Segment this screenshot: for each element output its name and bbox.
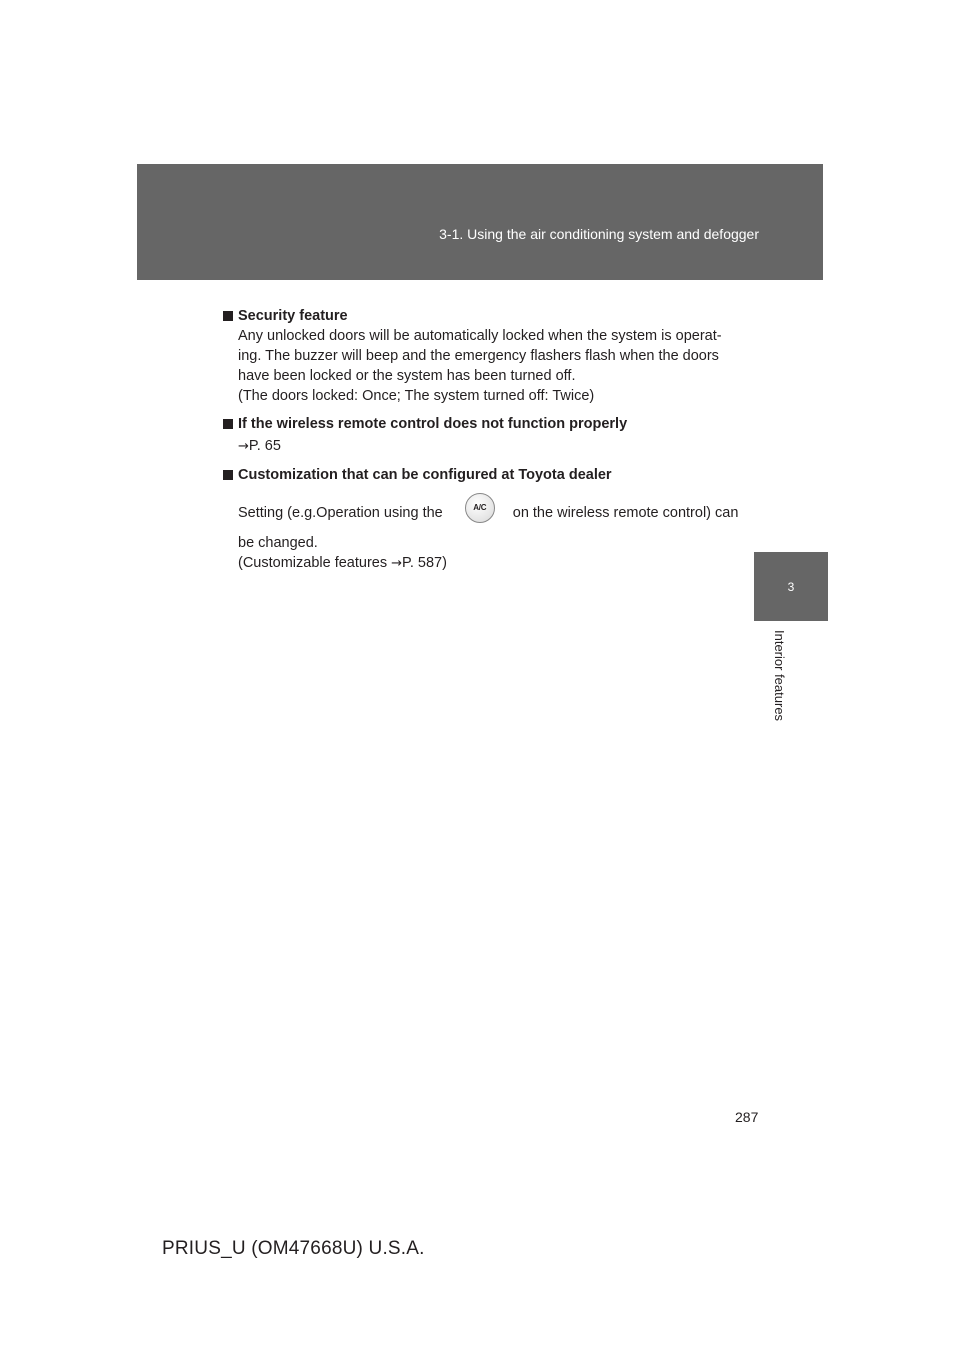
chapter-number: 3	[787, 580, 795, 594]
page-number: 287	[735, 1109, 759, 1125]
section-customization	[223, 465, 757, 574]
text-fragment: (Customizable features	[238, 555, 392, 571]
chapter-tab	[754, 552, 828, 621]
text-line	[238, 553, 757, 574]
section-heading	[223, 306, 757, 326]
page-reference	[223, 436, 757, 457]
body-text	[223, 533, 757, 574]
text-line: Any unlocked doors will be automatically locked when the system is operat-	[238, 328, 722, 344]
body-text	[223, 326, 757, 406]
square-bullet-icon	[223, 470, 233, 480]
section-title: 3-1. Using the air conditioning system and defogger	[439, 226, 759, 242]
text-line: ing. The buzzer will beep and the emergency flashers flash when the doors	[238, 348, 719, 364]
text-fragment: P. 587)	[402, 555, 447, 571]
heading-text: If the wireless remote control does not function properly	[238, 416, 628, 432]
section-heading	[223, 414, 757, 434]
section-heading	[223, 465, 757, 485]
section-security-feature	[223, 306, 757, 406]
header-band	[137, 164, 823, 280]
text-line: be changed.	[238, 535, 318, 551]
heading-text: Customization that can be configured at Toyota dealer	[238, 467, 612, 483]
text-fragment: on the wireless remote control) can	[512, 505, 739, 521]
text-line-with-icon	[223, 493, 757, 533]
footer-model-code: PRIUS_U (OM47668U) U.S.A.	[162, 1238, 425, 1259]
text-line: have been locked or the system has been turned off.	[238, 368, 576, 384]
arrow-right-icon: →	[391, 556, 403, 571]
text-line: (The doors locked: Once; The system turned off: Twice)	[238, 388, 595, 404]
section-remote-malfunction	[223, 414, 757, 457]
reference-text: P. 65	[248, 438, 281, 454]
chapter-label: Interior features	[772, 630, 787, 722]
text-fragment: Setting (e.g.Operation using the	[238, 505, 443, 521]
page-content	[223, 306, 757, 582]
arrow-right-icon: →	[238, 439, 249, 454]
ac-button-icon: A/C	[465, 493, 495, 523]
heading-text: Security feature	[238, 308, 348, 324]
square-bullet-icon	[223, 419, 233, 429]
square-bullet-icon	[223, 311, 233, 321]
